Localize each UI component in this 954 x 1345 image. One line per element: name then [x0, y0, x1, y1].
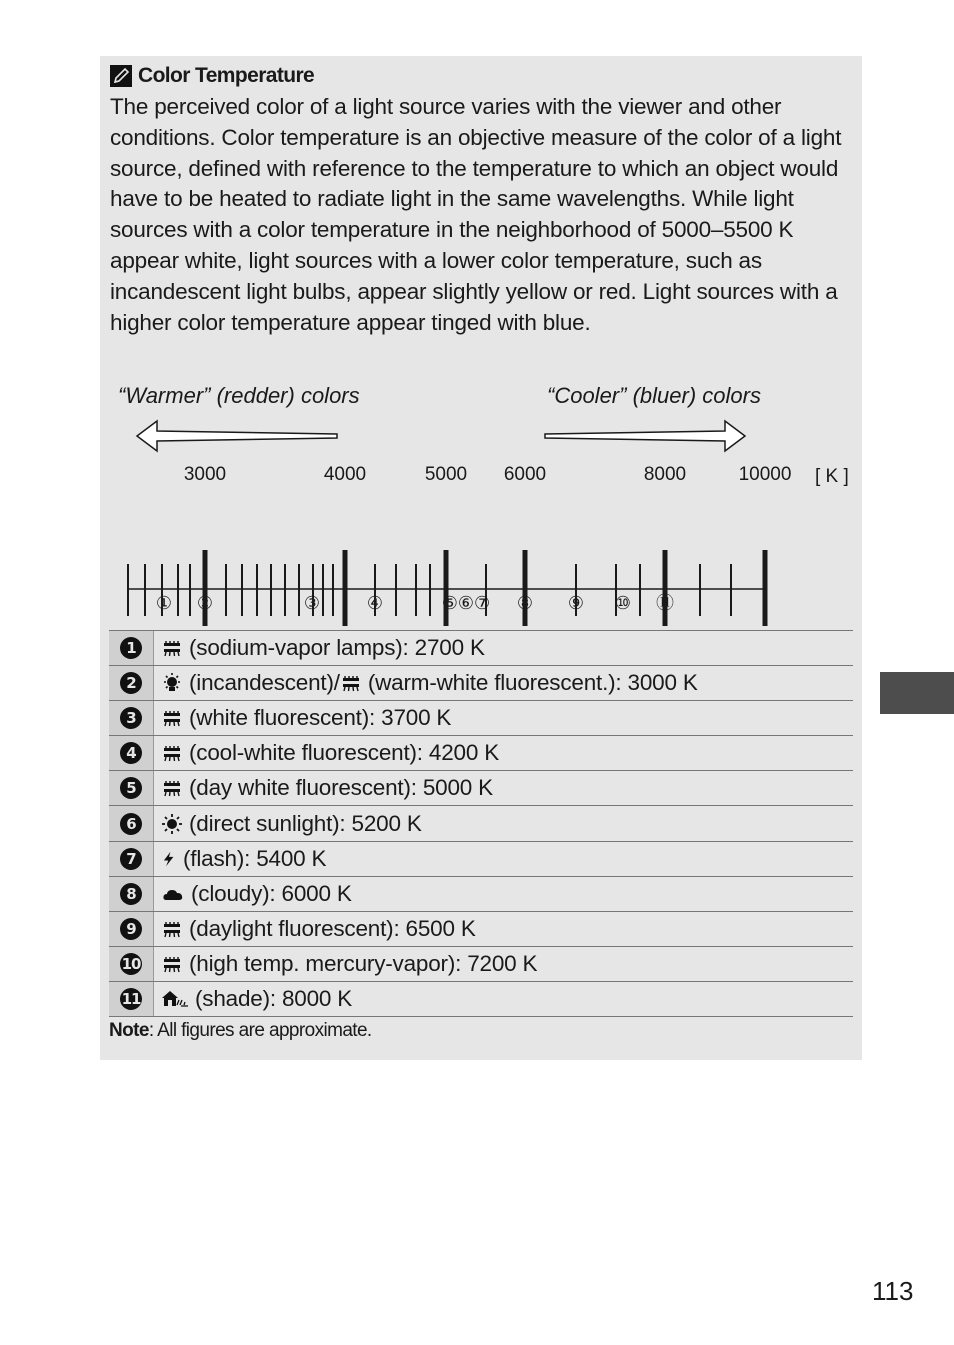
scale-label: 3000	[183, 464, 227, 485]
temperature-marker: ②	[196, 593, 214, 614]
page-number: 113	[872, 1276, 914, 1306]
row-text: (high temp. mercury-vapor): 7200 K	[189, 950, 538, 976]
row-description	[154, 947, 853, 981]
scale-label: 10000	[738, 464, 792, 485]
row-text: (white fluorescent): 3700 K	[189, 705, 452, 731]
temperature-marker: ⑩	[614, 593, 632, 614]
cooler-arrow	[545, 421, 745, 451]
row-text: (cool-white fluorescent): 4200 K	[189, 740, 500, 766]
scale-tick-labels	[184, 464, 792, 485]
row-number-cell	[109, 912, 154, 946]
fluorescent-icon	[161, 742, 183, 764]
table-row	[109, 842, 853, 877]
row-number-badge: 11	[121, 989, 141, 1008]
temperature-marker: ④	[366, 593, 384, 614]
temperature-marker: ①	[155, 593, 173, 614]
note-body-text: The perceived color of a light source varies with the viewer and other conditions. Color temperature is an objective measure of the color of a light source, defined with reference to the temperature to which an object would have to be heated to radiate light in the same wavelengths. While light sources with a color temperature in the neighborhood of 5000–5500 K appear white, light sources with a lower color temperature, such as incandescent light bulbs, appear slightly yellow or red. Light sources with a higher color temperature appear tinged with blue.	[110, 94, 842, 335]
row-number-cell	[109, 736, 154, 770]
scale-label: 5000	[424, 464, 468, 485]
fluorescent-icon	[161, 953, 183, 975]
row-number-cell	[109, 877, 154, 911]
row-number-cell	[109, 982, 154, 1016]
row-text-2: (warm-white fluorescent.): 3000 K	[367, 670, 698, 696]
marker-row	[100, 586, 862, 626]
color-temperature-note-box	[100, 56, 862, 1060]
note-heading-text: Color Temperature	[138, 64, 315, 87]
row-text: (shade): 8000 K	[195, 985, 353, 1011]
section-tab	[880, 672, 954, 714]
footnote-text: : All figures are approximate.	[148, 1020, 372, 1041]
scale-label: 6000	[503, 464, 547, 485]
row-number-badge: 3	[120, 707, 142, 729]
fluorescent-icon	[161, 777, 183, 799]
row-number-badge: 9	[120, 918, 142, 940]
row-description	[154, 806, 853, 840]
row-description	[154, 701, 853, 735]
fluorescent-icon	[161, 918, 183, 940]
sun-icon	[161, 813, 183, 835]
row-text: (flash): 5400 K	[183, 845, 327, 871]
table-row	[109, 771, 853, 806]
row-description	[154, 877, 853, 911]
row-number-cell	[109, 806, 154, 840]
row-number-cell	[109, 701, 154, 735]
shade-icon	[161, 988, 189, 1010]
table-row	[109, 736, 853, 771]
row-description	[154, 771, 853, 805]
row-text: (day white fluorescent): 5000 K	[189, 775, 493, 801]
table-row	[109, 912, 853, 947]
scale-label: 4000	[323, 464, 367, 485]
row-description	[154, 736, 853, 770]
row-text: (cloudy): 6000 K	[191, 880, 352, 906]
unit-label: [ K ]	[815, 466, 849, 487]
row-description	[154, 912, 853, 946]
fluorescent-icon	[340, 672, 362, 694]
table-row	[109, 701, 853, 736]
row-number-badge: 5	[120, 777, 142, 799]
row-number-badge: 4	[120, 742, 142, 764]
incandescent-icon	[161, 672, 183, 694]
temperature-marker: ⑪	[656, 593, 674, 614]
temperature-marker: ⑤⑥⑦	[441, 593, 491, 614]
pencil-icon	[110, 65, 132, 87]
row-number-cell	[109, 947, 154, 981]
row-number-badge: 7	[120, 848, 142, 870]
row-number-cell	[109, 771, 154, 805]
table-row	[109, 982, 853, 1017]
table-row	[109, 666, 853, 701]
cloud-icon	[161, 883, 185, 905]
row-number-cell	[109, 842, 154, 876]
row-number-badge: 10	[121, 954, 141, 973]
row-description	[154, 666, 853, 700]
footnote	[109, 1020, 372, 1042]
row-text: (incandescent)/	[189, 670, 340, 696]
row-number-badge: 2	[120, 672, 142, 694]
row-text: (direct sunlight): 5200 K	[189, 810, 422, 836]
flash-icon	[161, 848, 177, 870]
temperature-marker: ③	[303, 593, 321, 614]
table-row	[109, 877, 853, 912]
row-text: (sodium-vapor lamps): 2700 K	[189, 635, 485, 661]
table-row	[109, 631, 853, 666]
row-number-cell	[109, 666, 154, 700]
fluorescent-icon	[161, 707, 183, 729]
row-number-cell	[109, 631, 154, 665]
cooler-label: “Cooler” (bluer) colors	[547, 383, 761, 408]
fluorescent-icon	[161, 637, 183, 659]
row-text: (daylight fluorescent): 6500 K	[189, 915, 476, 941]
row-number-badge: 6	[120, 813, 142, 835]
footnote-label: Note	[109, 1020, 149, 1041]
white-balance-table	[109, 630, 853, 1017]
warmer-label: “Warmer” (redder) colors	[118, 383, 360, 408]
row-number-badge: 1	[120, 637, 142, 659]
table-row	[109, 806, 853, 841]
note-heading	[110, 63, 314, 89]
warmer-arrow	[137, 421, 337, 451]
row-description	[154, 631, 853, 665]
temperature-marker: ⑧	[516, 593, 534, 614]
temperature-marker: ⑨	[567, 593, 585, 614]
scale-label: 8000	[643, 464, 687, 485]
row-description	[154, 842, 853, 876]
row-description	[154, 982, 853, 1016]
row-number-badge: 8	[120, 883, 142, 905]
table-row	[109, 947, 853, 982]
